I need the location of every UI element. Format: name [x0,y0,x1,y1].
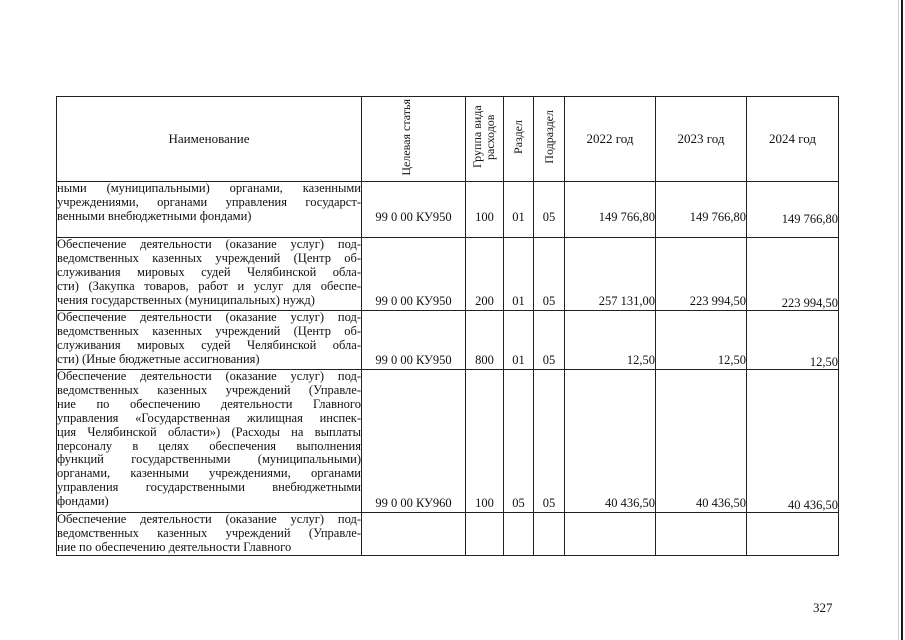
name-line: ние по обеспечению деятельности Главного [57,396,361,411]
col-header-section-label: Раздел [511,120,525,154]
row-name [57,513,362,556]
budget-table [56,96,839,556]
col-header-name: Наименование [57,97,362,182]
name-line: венными внебюджетными фондами) [57,208,252,223]
page-edge-shadow [898,0,899,640]
table-header-row [57,97,839,182]
row-expense-group: 100 [466,182,504,238]
name-line: Обеспечение деятельности (оказание услуг) под- [57,369,361,383]
col-header-2022: 2022 год [565,97,656,182]
name-line: Обеспечение деятельности (оказание услуг) под- [57,310,361,324]
name-line: фондами) [57,494,109,509]
row-name [57,182,362,238]
name-line: управления «Государственная жилищная инспек- [57,410,361,425]
col-header-subsection-label: Подраздел [541,110,556,164]
row-expense-group: 800 [466,311,504,370]
name-line: персоналу в целях обеспечения выполнения [57,438,361,453]
row-section [504,513,534,556]
row-subsection: 05 [534,370,565,513]
row-target-article [362,513,466,556]
row-value-2022: 257 131,00 [565,238,656,311]
row-expense-group: 100 [466,370,504,513]
name-line: ция Челябинской области») (Расходы на выплаты [57,424,361,439]
table-row [57,370,839,513]
name-line: сти) (Иные бюджетные ассигнования) [57,351,260,366]
row-section: 01 [504,182,534,238]
table-row [57,182,839,238]
col-header-subsection [534,97,565,182]
name-line: учреждениями, органами управления государст- [57,194,361,209]
row-section: 01 [504,238,534,311]
name-line: ведомственных казенных учреждений (Управле- [57,525,361,540]
table-body [57,182,839,556]
row-value-2022: 12,50 [565,311,656,370]
row-expense-group: 200 [466,238,504,311]
row-value-2024: 12,50 [747,311,839,370]
name-line: ными (муниципальными) органами, казенными [57,181,361,195]
name-line: Обеспечение деятельности (оказание услуг) под- [57,237,361,251]
name-line: чения государственных (муниципальных) нужд) [57,292,315,307]
name-line: функций государственными (муниципальными) [57,452,361,467]
name-line: органами, казенными учреждениями, органами [57,466,361,481]
row-value-2022 [565,513,656,556]
row-name [57,311,362,370]
page-number: 327 [813,600,833,615]
name-line: служивания мировых судей Челябинской обла- [57,337,361,352]
row-value-2023 [656,513,747,556]
row-value-2023: 149 766,80 [656,182,747,238]
col-header-target-article-label: Целевая статья [398,98,413,176]
row-subsection [534,513,565,556]
row-expense-group [466,513,504,556]
name-line: ведомственных казенных учреждений (Центр об- [57,250,361,265]
name-line: служивания мировых судей Челябинской обла- [57,264,361,279]
row-section: 01 [504,311,534,370]
col-header-target-article [362,97,466,182]
table-row [57,513,839,556]
table-row [57,311,839,370]
name-line: ние по обеспечению деятельности Главного [57,539,292,554]
row-subsection: 05 [534,311,565,370]
name-line: Обеспечение деятельности (оказание услуг) под- [57,512,361,526]
row-section: 05 [504,370,534,513]
row-name [57,238,362,311]
row-value-2022: 149 766,80 [565,182,656,238]
name-line: ведомственных казенных учреждений (Управле- [57,382,361,397]
row-target-article: 99 0 00 КУ960 [362,370,466,513]
row-value-2023: 40 436,50 [656,370,747,513]
row-subsection: 05 [534,238,565,311]
row-value-2022: 40 436,50 [565,370,656,513]
page-edge [901,0,903,640]
name-line: управления государственными внебюджетными [57,480,361,495]
row-target-article: 99 0 00 КУ950 [362,182,466,238]
row-subsection: 05 [534,182,565,238]
row-value-2024: 223 994,50 [747,238,839,311]
row-target-article: 99 0 00 КУ950 [362,311,466,370]
col-header-2024: 2024 год [747,97,839,182]
row-value-2024: 40 436,50 [747,370,839,513]
row-value-2024 [747,513,839,556]
name-line: ведомственных казенных учреждений (Центр об- [57,323,361,338]
col-header-2023: 2023 год [656,97,747,182]
col-header-section [504,97,534,182]
col-header-expense-group [466,97,504,182]
row-value-2023: 12,50 [656,311,747,370]
name-line: сти) (Закупка товаров, работ и услуг для обеспе- [57,278,361,293]
row-value-2024: 149 766,80 [747,182,839,238]
row-target-article: 99 0 00 КУ950 [362,238,466,311]
row-value-2023: 223 994,50 [656,238,747,311]
col-header-expense-group-label: Группа вида расходов [469,105,497,169]
row-name [57,370,362,513]
table-row [57,238,839,311]
